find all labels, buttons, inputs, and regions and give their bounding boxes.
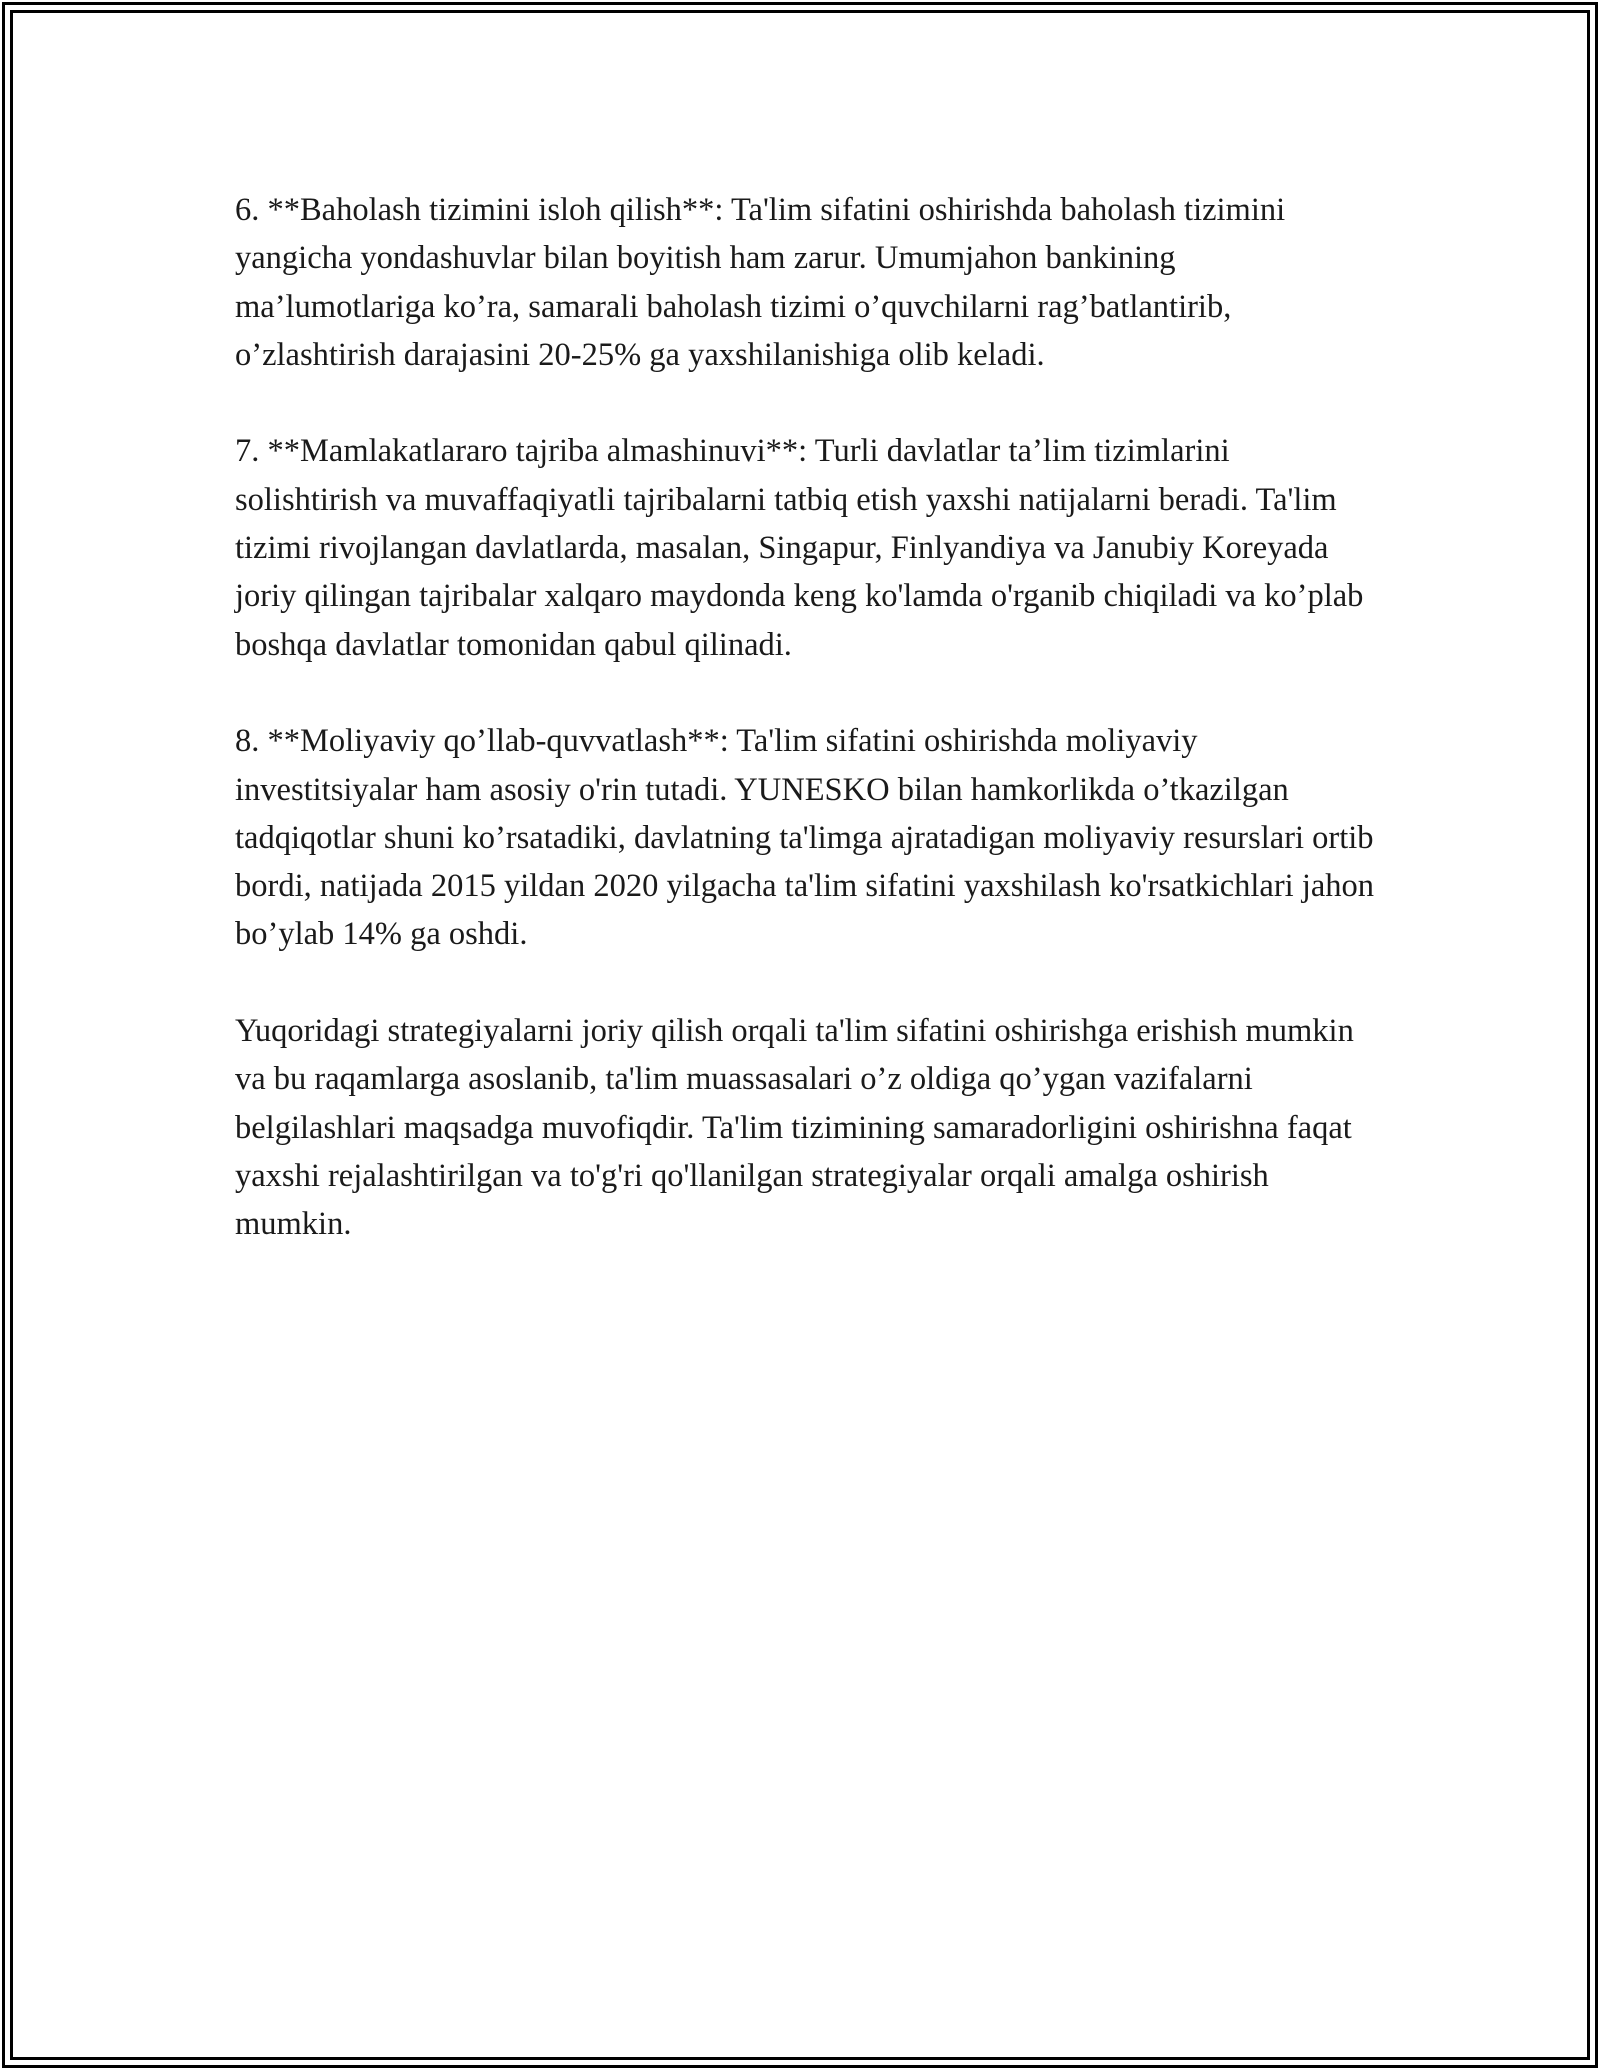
paragraph-assessment-reform: 6. **Baholash tizimini isloh qilish**: Ta'lim sifatini oshirishda baholash tizimini yangicha yondashuvlar bilan boyitish ham zarur. Umumjahon bankining ma’lumotlariga ko’ra, samarali baholash tizimi o’quvchilarni rag’batlantirib, o’zlashtirish darajasini 20-25% ga yaxshilanishiga olib keladi.	[235, 192, 1286, 373]
paragraph-financial-support: 8. **Moliyaviy qo’llab-quvvatlash**: Ta'lim sifatini oshirishda moliyaviy investitsiyalar ham asosiy o'rin tutadi. YUNESKO bilan hamkorlikda o’tkazilgan tadqiqotlar shuni ko’rsatadiki, davlatning ta'limga ajratadigan moliyaviy resurslari ortib bordi, natijada 2015 yildan 2020 yilgacha ta'lim sifatini yaxshilash ko'rsatkichlari jahon bo’ylab 14% ga oshdi.	[235, 723, 1375, 953]
document-body	[235, 186, 1375, 1297]
paragraph-experience-exchange: 7. **Mamlakatlararo tajriba almashinuvi**: Turli davlatlar ta’lim tizimlarini solishtirish va muvaffaqiyatli tajribalarni tatbiq etish yaxshi natijalarni beradi. Ta'lim tizimi rivojlangan davlatlarda, masalan, Singapur, Finlyandiya va Janubiy Koreyada joriy qilingan tajribalar xalqaro maydonda keng ko'lamda o'rganib chiqiladi va ko’plab boshqa davlatlar tomonidan qabul qilinadi.	[235, 433, 1364, 663]
paragraph-conclusion: Yuqoridagi strategiyalarni joriy qilish orqali ta'lim sifatini oshirishga erishish mumkin va bu raqamlarga asoslanib, ta'lim muassasalari o’z oldiga qo’ygan vazifalarni belgilashlari maqsadga muvofiqdir. Ta'lim tizimining samaradorligini oshirishna faqat yaxshi rejalashtirilgan va to'g'ri qo'llanilgan strategiyalar orqali amalga oshirish mumkin.	[235, 1013, 1354, 1243]
